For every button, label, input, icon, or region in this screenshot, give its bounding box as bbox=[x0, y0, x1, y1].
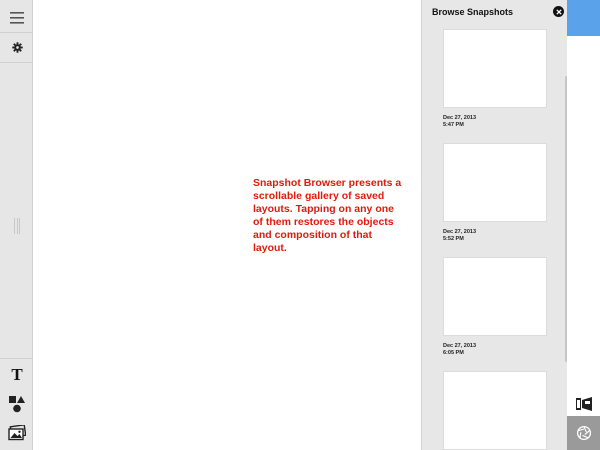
close-icon bbox=[556, 9, 562, 15]
accent-tab[interactable] bbox=[567, 0, 600, 36]
camera-aperture-icon bbox=[576, 425, 592, 441]
snapshot-date: Dec 27, 2013 bbox=[443, 229, 477, 235]
gear-icon bbox=[12, 42, 23, 53]
instruction-text: Snapshot Browser presents a scrollable gallery of saved layouts. Tapping on any one of them restores the objects and composition of that layout. bbox=[253, 177, 402, 254]
snapshot-date: Dec 27, 2013 bbox=[443, 343, 477, 349]
snapshot-time: 6:05 PM bbox=[443, 350, 464, 356]
toolbar-grip-handle[interactable] bbox=[14, 218, 20, 234]
menu-button[interactable] bbox=[4, 5, 30, 31]
snapshot-thumbnail[interactable] bbox=[443, 371, 547, 450]
toolbar-divider bbox=[0, 62, 32, 63]
panel-title: Browse Snapshots bbox=[432, 7, 514, 17]
text-tool-button[interactable] bbox=[4, 362, 30, 388]
snapshot-item[interactable] bbox=[422, 143, 562, 258]
panel-header bbox=[422, 0, 567, 24]
projector-button[interactable] bbox=[567, 389, 600, 419]
left-toolbar bbox=[0, 0, 33, 450]
snapshot-time: 5:52 PM bbox=[443, 236, 464, 242]
settings-button[interactable] bbox=[4, 34, 30, 60]
snapshot-thumbnail[interactable] bbox=[443, 257, 547, 336]
snapshot-time: 5:47 PM bbox=[443, 122, 464, 128]
snapshot-item[interactable] bbox=[422, 257, 562, 372]
text-tool-icon: T bbox=[11, 365, 23, 384]
toolbar-divider bbox=[0, 32, 32, 33]
toolbar-divider bbox=[0, 358, 32, 359]
snapshot-date: Dec 27, 2013 bbox=[443, 115, 477, 121]
photos-icon bbox=[8, 425, 26, 441]
snapshot-item[interactable] bbox=[422, 371, 562, 450]
snapshot-browser-panel bbox=[421, 0, 567, 450]
snapshot-thumbnail[interactable] bbox=[443, 143, 547, 222]
hamburger-icon bbox=[10, 12, 24, 24]
shapes-icon bbox=[8, 395, 26, 413]
projector-icon bbox=[575, 396, 593, 412]
snapshot-thumbnail[interactable] bbox=[443, 29, 547, 108]
close-button[interactable] bbox=[553, 6, 564, 17]
camera-button[interactable] bbox=[567, 416, 600, 450]
images-tool-button[interactable] bbox=[4, 420, 30, 446]
shapes-tool-button[interactable] bbox=[4, 391, 30, 417]
snapshot-item[interactable] bbox=[422, 29, 562, 144]
panel-scrollbar[interactable] bbox=[565, 76, 567, 362]
